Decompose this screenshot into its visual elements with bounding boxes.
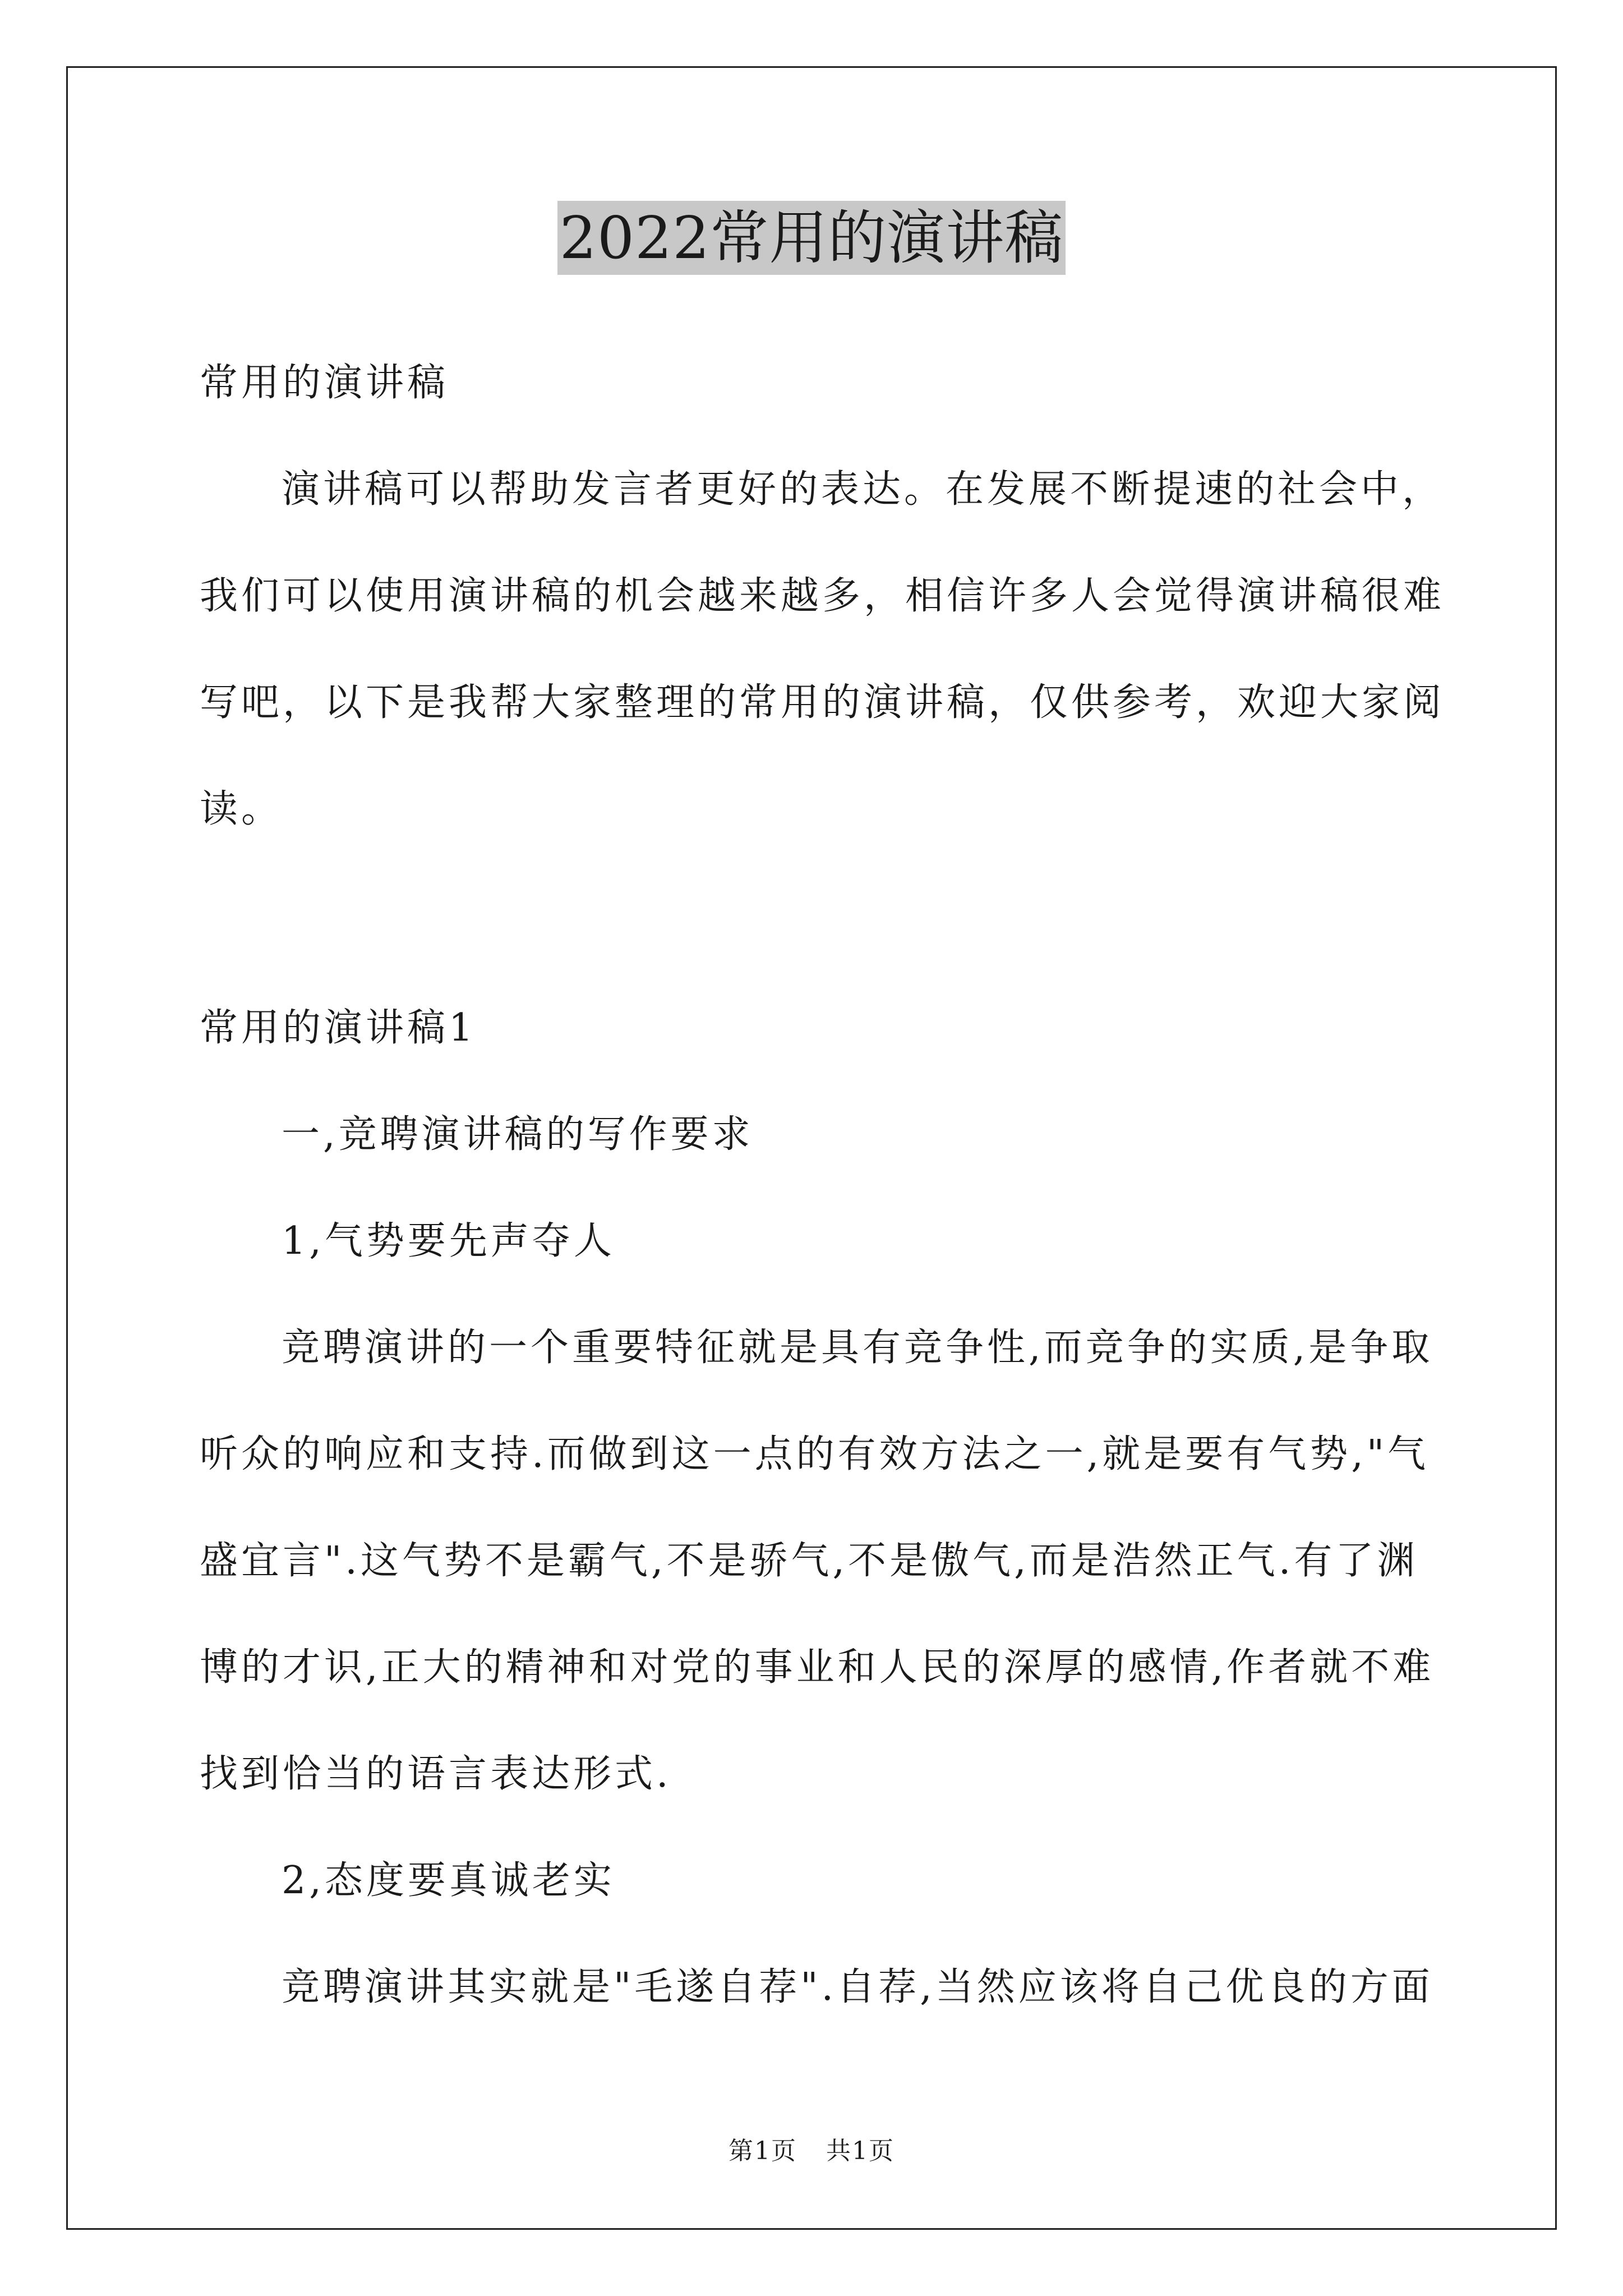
page-footer — [0, 2131, 1623, 2166]
section-heading: 常用的演讲稿1 — [200, 1006, 477, 1050]
para1-line-3: 盛宜言".这气势不是霸气,不是骄气,不是傲气,而是浩然正气.有了渊 — [200, 1539, 1419, 1583]
item1-heading: 一,竞聘演讲稿的写作要求 — [282, 1112, 754, 1157]
item1-subheading: 1,气势要先声夺人 — [282, 1219, 615, 1263]
title-container — [0, 201, 1623, 275]
para1-line-2: 听众的响应和支持.而做到这一点的有效方法之一,就是要有气势,"气 — [200, 1432, 1430, 1476]
intro-line-1: 演讲稿可以帮助发言者更好的表达。在发展不断提速的社会中， — [282, 467, 1444, 512]
page-number: 第1页 — [728, 2137, 797, 2165]
page-total: 共1页 — [826, 2137, 895, 2165]
document-subtitle: 常用的演讲稿 — [200, 361, 449, 405]
para1-line-5: 找到恰当的语言表达形式. — [200, 1752, 672, 1796]
para1-line-1: 竞聘演讲的一个重要特征就是具有竞争性,而竞争的实质,是争取 — [282, 1326, 1433, 1370]
intro-line-4: 读。 — [200, 787, 283, 831]
intro-line-2: 我们可以使用演讲稿的机会越来越多，相信许多人会觉得演讲稿很难 — [200, 574, 1445, 618]
para1-line-4: 博的才识,正大的精神和对党的事业和人民的深厚的感情,作者就不难 — [200, 1645, 1435, 1690]
document-title: 2022常用的演讲稿 — [557, 201, 1066, 275]
intro-line-3: 写吧，以下是我帮大家整理的常用的演讲稿，仅供参考，欢迎大家阅 — [200, 680, 1445, 725]
para2-line-1: 竞聘演讲其实就是"毛遂自荐".自荐,当然应该将自己优良的方面 — [282, 1965, 1433, 2009]
item2-subheading: 2,态度要真诚老实 — [282, 1858, 615, 1903]
